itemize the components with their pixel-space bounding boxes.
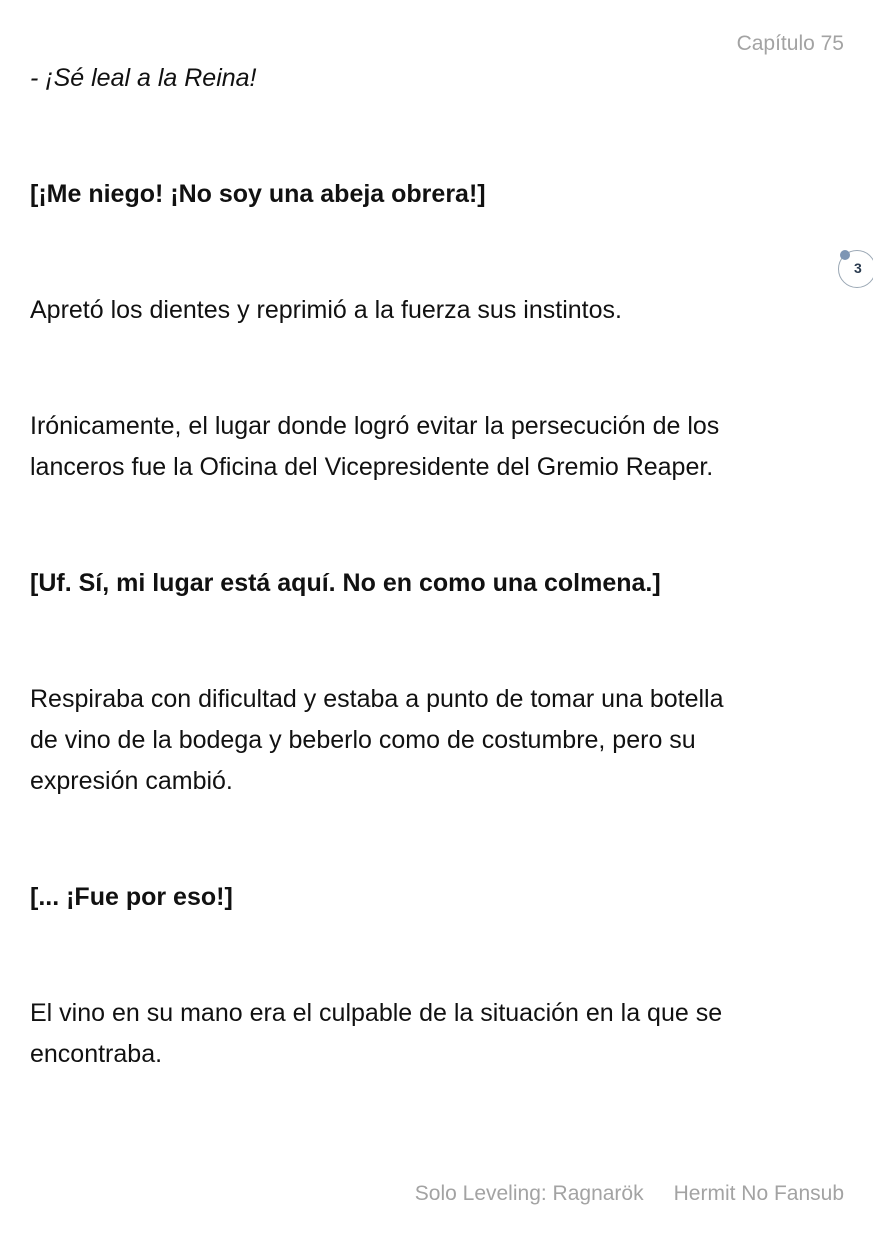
paragraph-3: Apretó los dientes y reprimió a la fuerza sus instintos.	[30, 296, 622, 324]
paragraph-6: Respiraba con dificultad y estaba a punto de tomar una botella de vino de la bodega y beberlo como de costumbre, pero su expresión cambió.	[30, 685, 724, 795]
comment-count-icon	[840, 250, 850, 260]
footer-title: Solo Leveling: Ragnarök	[414, 1182, 644, 1205]
paragraph-5: [Uf. Sí, mi lugar está aquí. No en como una colmena.]	[30, 569, 661, 597]
chapter-label: Capítulo 75	[736, 32, 844, 55]
comment-count-button[interactable]	[838, 250, 873, 288]
footer	[415, 1182, 844, 1206]
paragraph-7: [... ¡Fue por eso!]	[30, 883, 233, 911]
paragraph-1: - ¡Sé leal a la Reina!	[30, 64, 257, 92]
paragraph-2: [¡Me niego! ¡No soy una abeja obrera!]	[30, 180, 486, 208]
footer-group: Hermit No Fansub	[673, 1182, 844, 1205]
paragraph-8: El vino en su mano era el culpable de la situación en la que se encontraba.	[30, 999, 723, 1068]
comment-count: 3	[854, 260, 862, 276]
paragraph-4: Irónicamente, el lugar donde logró evitar la persecución de los lanceros fue la Oficina del Vicepresidente del Gremio Reaper.	[30, 412, 720, 481]
